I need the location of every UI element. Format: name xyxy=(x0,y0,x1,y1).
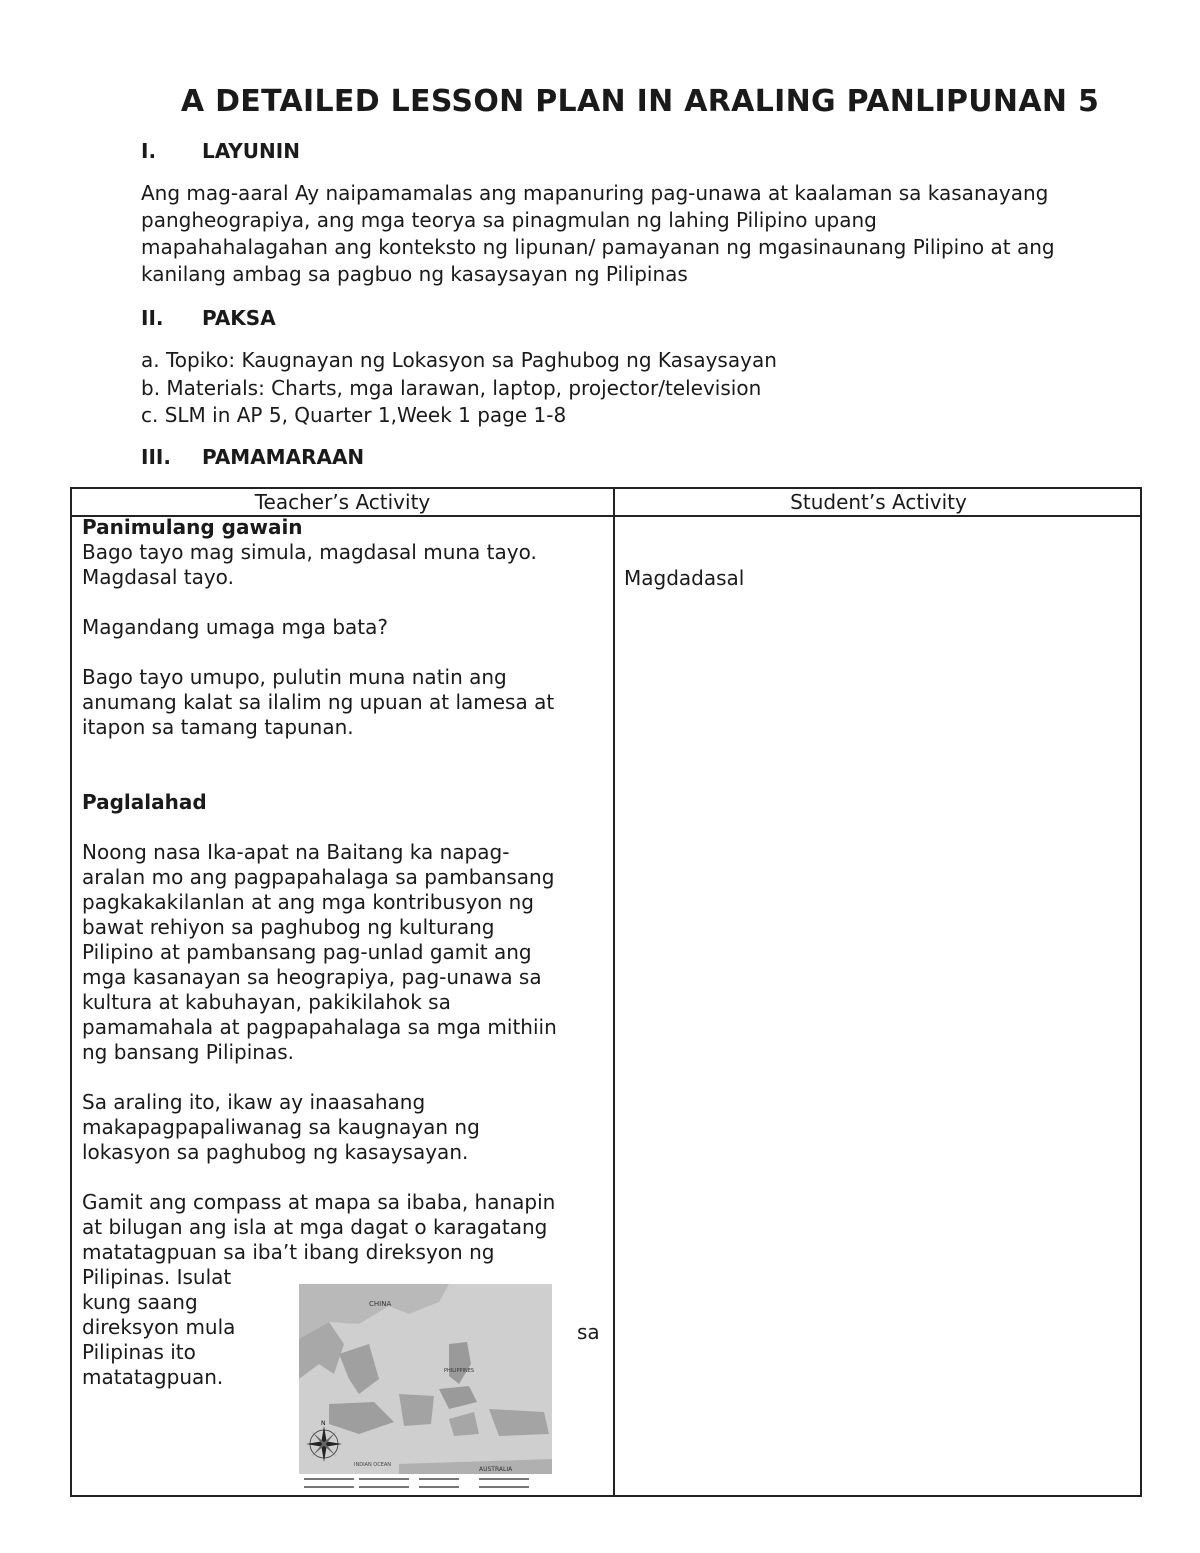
greeting-line: Magandang umaga mga bata? xyxy=(82,615,388,639)
upo-line: itapon sa tamang tapunan. xyxy=(82,715,354,739)
section-number: II. xyxy=(141,306,164,330)
panimula-line: Magdasal tayo. xyxy=(82,565,234,589)
layunin-line: Ang mag-aaral Ay naipamamalas ang mapanuring pag-unawa at kaalaman sa kasanayang xyxy=(141,181,1049,205)
noong-line: Noong nasa Ika-apat na Baitang ka napag- xyxy=(82,840,510,864)
paksa-list xyxy=(141,347,777,430)
section-label: PAKSA xyxy=(202,306,276,330)
section-heading-paksa xyxy=(141,306,276,330)
panimula-heading: Panimulang gawain xyxy=(82,515,303,539)
beside-map-line: kung saang xyxy=(82,1290,198,1314)
panimula-line: Bago tayo mag simula, magdasal muna tayo. xyxy=(82,540,537,564)
map-label-sea: INDIAN OCEAN xyxy=(354,1462,392,1468)
student-response: Magdadasal xyxy=(624,566,745,590)
beside-map-line: direksyon mula xyxy=(82,1315,236,1339)
noong-line: aralan mo ang pagpapahalaga sa pambansang xyxy=(82,865,555,889)
after-map-word: sa xyxy=(577,1320,600,1344)
noong-line: pamamahala at pagpapahalaga sa mga mithiin xyxy=(82,1015,557,1039)
noong-line: pagkakakilanlan at ang mga kontribusyon ng xyxy=(82,890,534,914)
upo-line: anumang kalat sa ilalim ng upuan at lamesa at xyxy=(82,690,555,714)
beside-map-line: Pilipinas. Isulat xyxy=(82,1265,232,1289)
section-heading-layunin xyxy=(141,139,300,163)
layunin-line: pangheograpiya, ang mga teorya sa pinagmulan ng lahing Pilipino upang xyxy=(141,208,877,232)
svg-text:N: N xyxy=(321,1420,326,1427)
southeast-asia-map xyxy=(299,1284,552,1494)
map-label-country: PHILIPPINES xyxy=(444,1368,475,1374)
map-label-country: CHINA xyxy=(369,1300,392,1308)
teacher-activity-header: Teacher’s Activity xyxy=(254,490,431,514)
layunin-line: mapahahalagahan ang konteksto ng lipunan/ pamayanan ng mgasinaunang Pilipino at ang xyxy=(141,235,1055,259)
layunin-paragraph xyxy=(141,180,1141,288)
noong-line: ng bansang Pilipinas. xyxy=(82,1040,295,1064)
paksa-item: c. SLM in AP 5, Quarter 1,Week 1 page 1-8 xyxy=(141,403,567,427)
map-label-country: AUSTRALIA xyxy=(479,1466,513,1473)
section-number: III. xyxy=(141,445,171,469)
activity-table xyxy=(70,487,1142,1497)
beside-map-line: Pilipinas ito xyxy=(82,1340,196,1364)
upo-line: Bago tayo umupo, pulutin muna natin ang xyxy=(82,665,507,689)
noong-line: Pilipino at pambansang pag-unlad gamit ang xyxy=(82,940,532,964)
paksa-item: b. Materials: Charts, mga larawan, laptop, projector/television xyxy=(141,375,762,400)
column-divider xyxy=(613,489,615,1495)
section-label: PAMAMARAAN xyxy=(202,445,365,469)
map-legend xyxy=(299,1474,552,1494)
paglalahad-heading: Paglalahad xyxy=(82,790,207,814)
noong-line: mga kasanayan sa heograpiya, pag-unawa sa xyxy=(82,965,542,989)
paksa-item: a. Topiko: Kaugnayan ng Lokasyon sa Paghubog ng Kasaysayan xyxy=(141,348,777,372)
document-title: A DETAILED LESSON PLAN IN ARALING PANLIPUNAN 5 xyxy=(180,84,1100,119)
noong-line: bawat rehiyon sa paghubog ng kulturang xyxy=(82,915,495,939)
gamit-line: at bilugan ang isla at mga dagat o karagatang xyxy=(82,1215,548,1239)
sa-araling-line: makapagpapaliwanag sa kaugnayan ng xyxy=(82,1115,480,1139)
noong-line: kultura at kabuhayan, pakikilahok sa xyxy=(82,990,451,1014)
teacher-activity-cell xyxy=(82,515,607,1390)
sa-araling-line: Sa araling ito, ikaw ay inaasahang xyxy=(82,1090,426,1114)
beside-map-line: matatagpuan. xyxy=(82,1365,224,1389)
gamit-line: matatagpuan sa iba’t ibang direksyon ng xyxy=(82,1240,495,1264)
student-activity-header: Student’s Activity xyxy=(790,490,967,514)
gamit-line: Gamit ang compass at mapa sa ibaba, hanapin xyxy=(82,1190,556,1214)
sa-araling-line: lokasyon sa paghubog ng kasaysayan. xyxy=(82,1140,469,1164)
section-label: LAYUNIN xyxy=(202,139,300,163)
section-heading-pamamaraan xyxy=(141,445,364,469)
layunin-line: kanilang ambag sa pagbuo ng kasaysayan ng Pilipinas xyxy=(141,262,688,286)
section-number: I. xyxy=(141,139,157,163)
